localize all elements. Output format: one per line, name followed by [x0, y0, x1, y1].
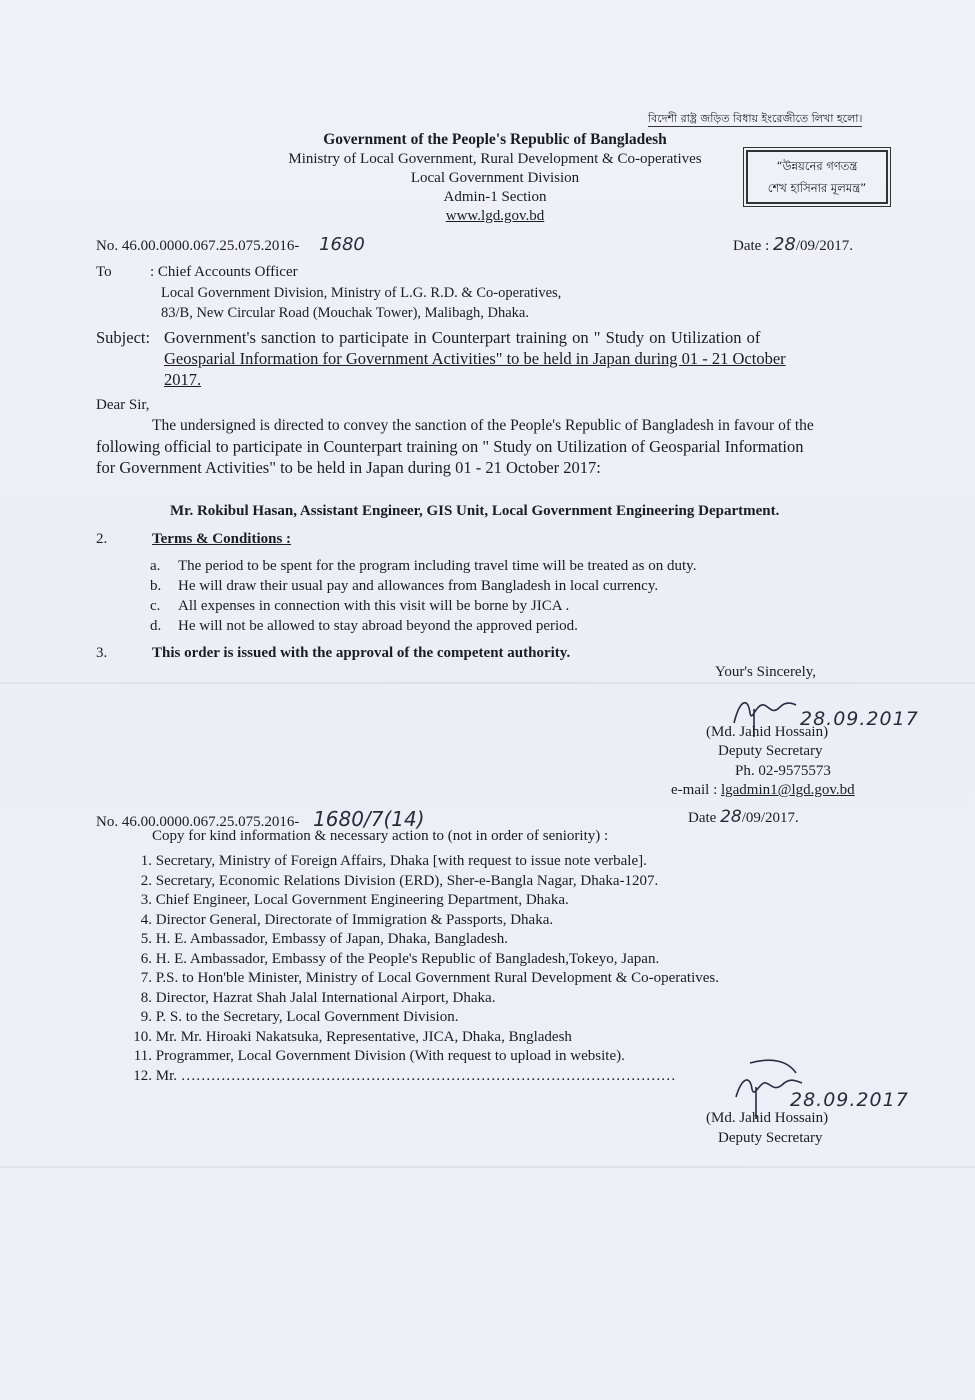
signatory-1-title: Deputy Secretary [718, 743, 823, 759]
language-notice: বিদেশী রাষ্ট্র জড়িত বিধায় ইংরেজীতে লিখা হলো। [648, 112, 862, 127]
list-item-text: Director General, Directorate of Immigration & Passports, Dhaka. [155, 912, 554, 928]
memo-date-prefix: Date : [733, 238, 770, 254]
government-title: Government of the People's Republic of Bangladesh [323, 131, 667, 148]
salutation: Dear Sir, [96, 397, 150, 413]
signatory-2-name: (Md. Jahid Hossain) [706, 1110, 829, 1126]
list-item [110, 969, 719, 988]
division-name: Local Government Division [410, 170, 580, 186]
order-statement: This order is issued with the approval of the competent authority. [152, 645, 571, 661]
term-text: All expenses in connection with this visit will be borne by JICA . [178, 598, 570, 614]
memo-number-handwritten: 1680 [319, 234, 365, 255]
list-item-text: P. S. to the Secretary, Local Government Division. [155, 1009, 459, 1025]
signatory-2-title: Deputy Secretary [718, 1130, 823, 1146]
terms-heading: Terms & Conditions : [152, 531, 292, 547]
list-item [110, 1028, 572, 1047]
term-label: a. [150, 558, 161, 574]
list-item [110, 1047, 625, 1066]
copy-date-prefix: Date [688, 810, 717, 826]
list-item-text: H. E. Ambassador, Embassy of the People's Republic of Bangladesh,Tokeyo, Japan. [155, 951, 660, 967]
to-address-line-2: 83/B, New Circular Road (Mouchak Tower), Malibagh, Dhaka. [161, 305, 529, 321]
list-item-number: 1. [140, 853, 152, 869]
motto-line-2: শেখ হাসিনার মূলমন্ত্র” [767, 181, 867, 195]
motto-line-1: “উন্নয়নের গণতন্ত্র [776, 159, 858, 173]
list-item [110, 1008, 458, 1027]
list-item-number: 10. [133, 1029, 152, 1045]
subject-line-1: Government's sanction to participate in Counterpart training on " Study on Utilization of [164, 328, 761, 347]
list-item-text: Director, Hazrat Shah Jalal International Airport, Dhaka. [155, 990, 496, 1006]
copy-number-handwritten: 1680/7(14) [313, 807, 425, 831]
order-number: 3. [96, 645, 108, 661]
copy-date-handwritten: 28 [720, 807, 742, 827]
body-line-1: The undersigned is directed to convey the sanction of the People's Republic of Bangladesh in favour of the [152, 417, 814, 434]
subject-line-2: Geosparial Information for Government Activities" to be held in Japan during 01 - 21 October [164, 349, 786, 368]
signature-2-handwritten-date: 28.09.2017 [790, 1089, 909, 1111]
term-item [150, 557, 696, 576]
website-link[interactable]: www.lgd.gov.bd [445, 208, 545, 224]
to-label: To [96, 264, 112, 280]
memo-number [96, 233, 365, 256]
list-item-number: 11. [133, 1048, 152, 1064]
copy-number-text: No. 46.00.0000.067.25.075.2016- [96, 814, 300, 830]
term-text: He will not be allowed to stay abroad beyond the approved period. [178, 618, 578, 634]
copy-date-suffix: /09/2017. [741, 810, 799, 826]
memo-date-suffix: /09/2017. [795, 238, 853, 254]
list-item-number: 3. [140, 892, 152, 908]
email-link[interactable]: lgadmin1@lgd.gov.bd [720, 782, 855, 798]
term-label: c. [150, 598, 161, 614]
signatory-1-phone: Ph. 02-9575573 [735, 763, 831, 779]
list-item [110, 989, 495, 1008]
list-item-number: 5. [140, 931, 152, 947]
term-label: b. [150, 578, 162, 594]
body-line-2: following official to participate in Counterpart training on " Study on Utilization of Geosparial Information [96, 437, 804, 456]
nominee-details: Mr. Rokibul Hasan, Assistant Engineer, GIS Unit, Local Government Engineering Department. [170, 503, 780, 519]
signatory-1-name: (Md. Jahid Hossain) [706, 724, 829, 740]
section-name: Admin-1 Section [443, 189, 547, 205]
terms-number: 2. [96, 531, 108, 547]
signature-1-handwritten-date: 28.09.2017 [800, 708, 919, 730]
copy-intro: Copy for kind information & necessary action to (not in order of seniority) : [152, 828, 609, 844]
term-text: The period to be spent for the program including travel time will be treated as on duty. [178, 558, 697, 574]
ministry-name: Ministry of Local Government, Rural Development & Co-operatives [288, 151, 702, 167]
list-item-number: 8. [140, 990, 152, 1006]
list-item-text: Mr. ……………………………………………………………………………………… [155, 1068, 676, 1084]
list-item-text: Programmer, Local Government Division (With request to upload in website). [155, 1048, 625, 1064]
list-item [110, 950, 659, 969]
list-item [110, 1067, 676, 1086]
signatory-1-email [671, 781, 855, 800]
term-label: d. [150, 618, 162, 634]
memo-number-text: No. 46.00.0000.067.25.075.2016- [96, 238, 300, 254]
copy-memo-date [688, 807, 799, 829]
term-item [150, 597, 569, 616]
memo-date-handwritten: 28 [772, 234, 796, 255]
list-item-text: Secretary, Ministry of Foreign Affairs, Dhaka [with request to issue note verbale]. [155, 853, 647, 869]
list-item-number: 9. [140, 1009, 152, 1025]
motto-box [746, 150, 888, 204]
list-item-text: Mr. Mr. Hiroaki Nakatsuka, Representative, JICA, Dhaka, Bngladesh [155, 1029, 572, 1045]
list-item-number: 7. [140, 970, 152, 986]
list-item [110, 891, 569, 910]
body-line-3: for Government Activities" to be held in Japan during 01 - 21 October 2017: [96, 458, 601, 477]
term-text: He will draw their usual pay and allowances from Bangladesh in local currency. [178, 578, 659, 594]
list-item-text: H. E. Ambassador, Embassy of Japan, Dhaka, Bangladesh. [155, 931, 508, 947]
list-item-number: 2. [140, 873, 152, 889]
list-item-text: Secretary, Economic Relations Division (ERD), Sher-e-Bangla Nagar, Dhaka-1207. [155, 873, 659, 889]
to-address-line-1: Local Government Division, Ministry of L.G. R.D. & Co-operatives, [161, 285, 562, 301]
list-item-text: P.S. to Hon'ble Minister, Ministry of Local Government Rural Development & Co-operatives. [155, 970, 720, 986]
paper-fold [0, 1166, 975, 1168]
term-item [150, 617, 578, 636]
paper-fold [0, 682, 975, 684]
list-item [110, 872, 658, 891]
list-item [110, 911, 553, 930]
email-label: e-mail : [671, 782, 718, 798]
memo-date [733, 233, 853, 256]
subject-label: Subject: [96, 328, 151, 347]
to-recipient: : Chief Accounts Officer [150, 264, 298, 280]
term-item [150, 577, 658, 596]
list-item [110, 930, 508, 949]
list-item-number: 12. [133, 1068, 152, 1084]
closing: Your's Sincerely, [715, 664, 817, 680]
list-item-text: Chief Engineer, Local Government Engineering Department, Dhaka. [155, 892, 569, 908]
list-item-number: 4. [140, 912, 152, 928]
list-item-number: 6. [140, 951, 152, 967]
subject-line-3: 2017. [164, 370, 202, 389]
list-item [110, 852, 647, 871]
